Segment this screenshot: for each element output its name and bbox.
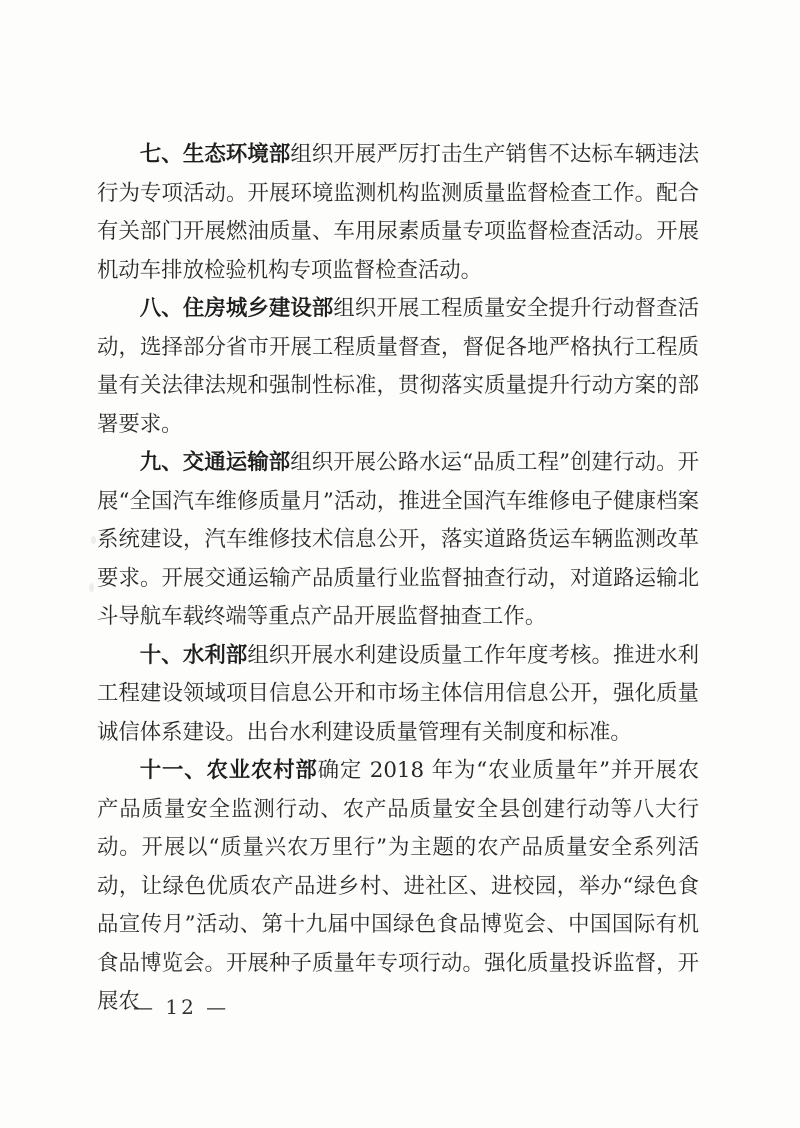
paragraph-7	[97, 136, 699, 290]
scan-artifact	[89, 583, 94, 592]
paragraph-9	[97, 444, 699, 637]
section-heading-ministry-ecology: 七、生态环境部	[139, 142, 291, 167]
section-heading-ministry-water: 十、水利部	[139, 642, 248, 668]
paragraph-text: 组织开展工程质量安全提升行动督查活动，选择部分省市开展工程质量督查，督促各地严格执行工程质量有关法律法规和强制性标准，贯彻落实质量提升行动方案的部署要求。	[97, 296, 699, 437]
page-number: — 12 —	[133, 995, 230, 1019]
paragraph-text: 确定 2018 年为“农业质量年”并开展农产品质量安全监测行动、农产品质量安全县创建行动等八大行动。开展以“质量兴农万里行”为主题的农产品质量安全系列活动，让绿色优质农产品进乡村、进社区、进校园，举办“绿色食品宣传月”活动、第十九届中国绿色食品博览会、中国国际有机食品博览会。开展种子质量年专项行动。强化质量投诉监督，开展农	[97, 758, 699, 1014]
paragraph-text: 组织开展水利建设质量工作年度考核。推进水利工程建设领域项目信息公开和市场主体信用信息公开，强化质量诚信体系建设。出台水利建设质量管理有关制度和标准。	[97, 642, 699, 745]
document-body	[97, 136, 699, 1022]
paragraph-8	[97, 290, 699, 444]
section-heading-ministry-transport: 九、交通运输部	[139, 450, 291, 475]
scan-artifact	[91, 536, 96, 544]
paragraph-11	[97, 752, 699, 1022]
section-heading-ministry-housing: 八、住房城乡建设部	[139, 296, 334, 321]
paragraph-text: 组织开展公路水运“品质工程”创建行动。开展“全国汽车维修质量月”活动，推进全国汽车维修电子健康档案系统建设，汽车维修技术信息公开，落实道路货运车辆监测改革要求。开展交通运输产品质量行业监督抽查行动，对道路运输北斗导航车载终端等重点产品开展监督抽查工作。	[97, 450, 699, 629]
section-heading-ministry-agriculture: 十一、农业农村部	[139, 758, 318, 783]
paragraph-10	[97, 637, 699, 753]
paragraph-text: 组织开展严厉打击生产销售不达标车辆违法行为专项活动。开展环境监测机构监测质量监督检查工作。配合有关部门开展燃油质量、车用尿素质量专项监督检查活动。开展机动车排放检验机构专项监督检查活动。	[97, 142, 699, 283]
